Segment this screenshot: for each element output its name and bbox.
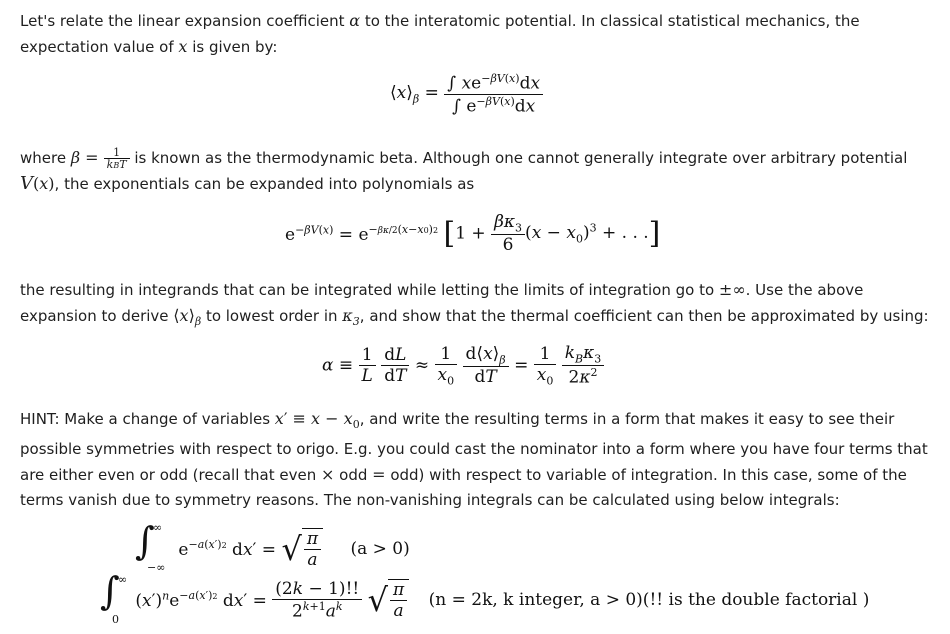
math-change-of-variables: $x' \equiv x - x_0$ [274,409,360,432]
text-run: where [20,149,71,167]
math-potential: V [20,173,33,194]
math-expectation: $⟨x⟩_\beta$ [173,306,202,329]
equation-condition: (a > 0) [350,539,410,559]
math-beta: β [70,148,81,167]
text-run: HINT: Make a change of variables [20,410,275,428]
text-run: odd [334,466,373,485]
text-run: the resulting in integrands that can be integrated while letting the limits of integration go to [20,281,719,299]
equation-gaussian-integral: ∫ ∞ −∞ $e^{-a(x')2}$ dx′ = √ $\frac{\pi}{a}$ (a > 0) [135,519,410,574]
text-run: to lowest order in [201,307,343,325]
paragraph-hint [20,406,932,513]
math-pm-infinity: ±∞ [718,280,746,299]
text-run: . Use the above expansion to derive [20,281,864,325]
paragraph-intro [20,8,932,60]
text-run: , and show that the thermal coefficient can then be approximated by using: [359,307,929,325]
math-times: × [320,465,335,485]
paragraph-derive [20,277,932,334]
equation-moment-integral: ∫ ∞ 0 $(x')^ne^{-a(x')2}$ dx′ = $\frac{(2k - 1)!!}{2^{k+1}a^k}$ √ $\frac{\pi}{a}$ (n = 2k, k integer, a > 0)(!! is the double factorial ) [100,569,870,626]
text-run: Let's relate the linear expansion coefficient [20,12,350,30]
math-equals: = [372,465,386,485]
paragraph-beta: where β = $\frac{1}{\text{kBT}}$ is known as the thermodynamic beta. Although one cannot generally integrate over arbitrary potential V(x), the exponentials can be expanded into polynomials as [20,145,908,194]
math-x: x [178,37,188,56]
text-run: odd) with respect to variable of integration. In this case, some of the terms vanish due to symmetry reasons. The non-vanishing integrals can be calculated using below integrals: [20,466,907,510]
text-run: is known as the thermodynamic beta. Although one cannot generally integrate over arbitrary potential [129,149,908,167]
equation-alpha: α ≡ $\frac{1}{L}$ $\frac{dL}{dT}$ ≈ $\frac{1}{x_0}$ $\frac{d⟨x⟩_\beta}{dT}$ = $\frac{1}{x_0}$ $\frac{k_B\kappa_3}{2\kappa^2}$ [322,343,604,388]
equation-note: (n = 2k, k integer, a > 0)(!! is the double factorial ) [428,590,870,610]
equation-expansion: $e^{-\beta V(x)} = e^{-\beta\kappa/2(x-x0)2}$ [1 + $\frac{\beta\kappa_3}{6}$ $(x - x_0)^3$ + . . .] [285,212,661,256]
math-kappa3: $\kappa_3$ [342,306,360,329]
text-run: to the interatomic potential. In classical statistical mechanics, the expectation value of [20,12,860,56]
text-run: , the exponentials can be expanded into polynomials as [54,175,475,193]
text-run: , and write the resulting terms in a form that makes it easy to see their possible symmetries with respect to origo. E.g. you could cast the nominator into a form where you have four terms that are either even or odd (recall that even [20,410,928,485]
equation-expectation: $⟨x⟩_\beta$ = $\frac{\int xe^{-\beta V(x)}dx}{\int e^{-\beta V(x)}dx}$ [390,72,543,116]
math-alpha: α [349,11,361,30]
text-run: is given by: [187,38,278,56]
